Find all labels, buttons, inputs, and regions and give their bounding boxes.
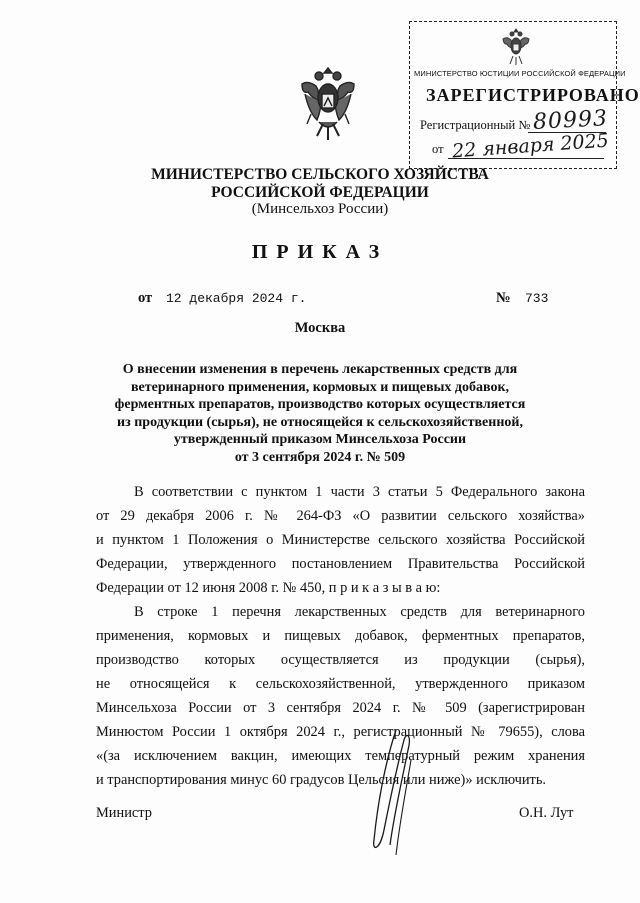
stamp-emblem-icon: [501, 27, 531, 67]
document-type-title: ПРИКАЗ: [251, 241, 389, 263]
paragraph2-line: и транспортирования минус 60 градусов Цельсия или ниже)» исключить.: [96, 772, 546, 788]
subject-line: ветеринарного применения, кормовых и пищевых добавок,: [130, 379, 510, 395]
paragraph2-line: В строке 1 перечня лекарственных средств для ветеринарного: [134, 604, 585, 620]
signatory-name: О.Н. Лут: [519, 805, 574, 821]
ministry-name-line1: МИНИСТЕРСТВО СЕЛЬСКОГО ХОЗЯЙСТВА: [151, 166, 489, 183]
subject-line: утвержденный приказом Минсельхоза России: [173, 432, 467, 448]
ministry-short-name: (Минсельхоз России): [251, 201, 389, 217]
signatory-title: Министр: [96, 805, 152, 821]
stamp-date-underline: [448, 158, 604, 159]
city-name: Москва: [294, 320, 346, 336]
paragraph2-line: не относящейся к сельскохозяйственной, утвержденного приказом: [96, 676, 585, 692]
stamp-handwritten-date: 22 января 2025: [451, 129, 610, 163]
subject-line: от 3 сентября 2024 г. № 509: [234, 449, 406, 465]
paragraph1-line: и пунктом 1 Положения о Министерстве сельского хозяйства Российской: [96, 532, 585, 548]
subject-line: ферментных препаратов, производство которых осуществляется: [114, 397, 526, 413]
state-emblem-icon: [297, 64, 359, 144]
stamp-ministry-label: МИНИСТЕРСТВО ЮСТИЦИИ РОССИЙСКОЙ ФЕДЕРАЦИИ: [414, 69, 626, 78]
paragraph2-line: Минсельхоза России от 3 сентября 2024 г. № 509 (зарегистрирован: [96, 700, 585, 716]
stamp-date-prefix: от: [432, 142, 444, 156]
paragraph1-line: от 29 декабря 2006 г. № 264-ФЗ «О развитии сельского хозяйства»: [96, 508, 585, 524]
subject-line: из продукции (сырья), не относящейся к сельскохозяйственной,: [117, 414, 523, 430]
handwritten-signature: [356, 720, 436, 860]
order-date: 12 декабря 2024 г.: [166, 291, 307, 306]
order-date-prefix: от: [138, 290, 153, 306]
paragraph1-line: Федерации, утвержденного постановлением Правительства Российской: [96, 556, 585, 572]
paragraph2-line: «(за исключением вакцин, имеющих температурный режим хранения: [96, 748, 585, 764]
order-number-prefix: №: [496, 290, 511, 306]
stamp-registered-label: ЗАРЕГИСТРИРОВАНО: [426, 85, 640, 105]
paragraph2-line: производство которых осуществляется из продукции (сырья),: [96, 652, 585, 668]
paragraph1-line: Федерации от 12 июня 2008 г. № 450, п р и к а з ы в а ю:: [96, 580, 441, 596]
order-number: 733: [525, 291, 549, 306]
registration-stamp: [409, 21, 640, 169]
subject-line: О внесении изменения в перечень лекарственных средств для: [122, 362, 518, 377]
ministry-name-line2: РОССИЙСКОЙ ФЕДЕРАЦИИ: [211, 184, 429, 201]
stamp-registration-number: 80993: [532, 106, 609, 135]
stamp-registration-label: Регистрационный №: [420, 118, 531, 132]
paragraph1-line: В соответствии с пунктом 1 части 3 статьи 5 Федерального закона: [134, 484, 585, 500]
order-subject: [60, 361, 580, 467]
paragraph2-line: Минюстом России 1 октября 2024 г., регистрационный № 79655), слова: [96, 724, 585, 740]
paragraph2-line: применения, кормовых и пищевых добавок, ферментных препаратов,: [96, 628, 585, 644]
